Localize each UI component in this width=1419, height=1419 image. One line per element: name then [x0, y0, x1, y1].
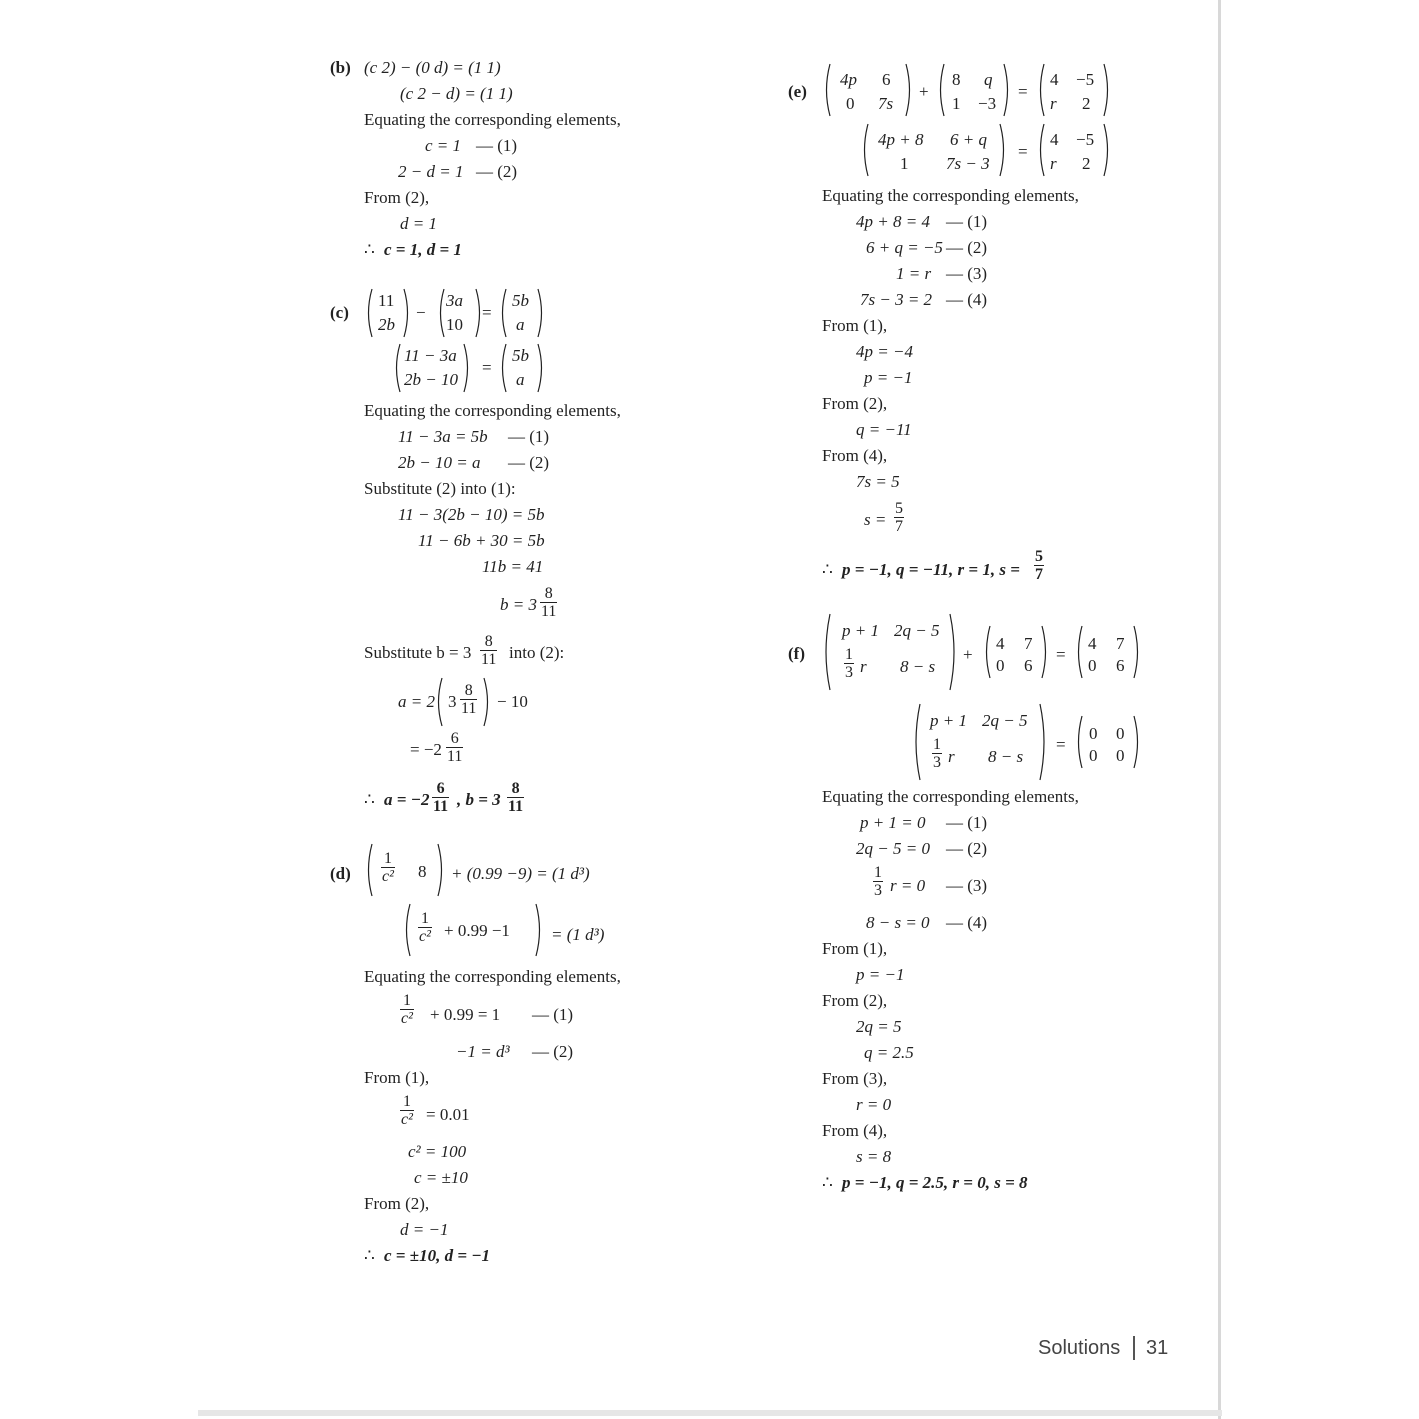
e-m1-a: 4p: [840, 70, 857, 89]
f-m5-c: 0: [1089, 746, 1098, 765]
c-frac-8-11: [540, 585, 557, 620]
f-m4-d: 8 − s: [988, 747, 1024, 766]
denominator: c²: [419, 928, 431, 945]
f-from-1: From (1),: [822, 939, 888, 958]
denominator: 11: [481, 651, 497, 668]
e-equating: Equating the corresponding elements,: [822, 186, 1079, 205]
b-eq-1: c = 1: [425, 136, 462, 155]
e-plus: +: [919, 82, 929, 101]
c-answer-b: , b = 3: [457, 790, 501, 809]
e-m3-d: 2: [1082, 94, 1091, 113]
b-equating: Equating the corresponding elements,: [364, 110, 621, 129]
e-matrix-row-1: [822, 62, 1114, 118]
d-frac-1-c2-b: [418, 910, 432, 945]
e-s-pre: s =: [864, 510, 887, 529]
numerator: 1: [845, 646, 853, 663]
denominator: 3: [933, 754, 941, 771]
d-eq-2: −1 = d³: [456, 1042, 510, 1061]
numerator: 1: [874, 864, 882, 881]
e-m5-a: 4: [1050, 130, 1059, 149]
numerator: 1: [402, 992, 411, 1009]
page-number: 31: [1146, 1337, 1169, 1359]
d-r3: c = ±10: [414, 1168, 468, 1187]
c-answer-a: a = −2: [384, 790, 430, 809]
f-m3-a: 4: [1088, 634, 1097, 653]
f-tag-1: — (1): [946, 813, 988, 832]
c-subst-b-post: into (2):: [509, 643, 565, 662]
numerator: 6: [436, 780, 445, 797]
d-line-2-mid: + 0.99 −1: [444, 921, 510, 940]
b-answer: c = 1, d = 1: [384, 240, 462, 259]
e-eq-2: 6 + q = −5: [866, 238, 943, 257]
d-m1-second: 8: [418, 862, 427, 881]
f-eq-4: 8 − s = 0: [866, 913, 930, 932]
f-plus: +: [963, 645, 973, 664]
f-r4: r = 0: [856, 1095, 892, 1114]
f-frac-1-3-b: [932, 736, 942, 771]
c-equals: =: [482, 303, 492, 322]
e-m2-d: −3: [978, 94, 997, 113]
c-subst-b-pre: Substitute b = 3: [364, 643, 472, 662]
f-from-3: From (3),: [822, 1069, 888, 1088]
denominator: c²: [401, 1010, 413, 1027]
f-answer: p = −1, q = 2.5, r = 0, s = 8: [842, 1173, 1028, 1192]
c-eq-1: 11 − 3a = 5b: [398, 427, 488, 446]
c-a-line-post: − 10: [497, 692, 528, 711]
e-r4: 7s = 5: [856, 472, 900, 491]
denominator: c²: [401, 1111, 413, 1128]
f-r2: 2q = 5: [856, 1017, 902, 1036]
f-frac-eq3: [873, 864, 883, 899]
c-step-1: 11 − 3(2b − 10) = 5b: [398, 505, 545, 524]
numerator: 5: [1035, 548, 1043, 565]
d-eq-1-post: + 0.99 = 1: [430, 1005, 501, 1024]
f-r5: s = 8: [856, 1147, 892, 1166]
c-equating: Equating the corresponding elements,: [364, 401, 621, 420]
e-m5-c: r: [1050, 154, 1057, 173]
part-c-label: (c): [330, 303, 349, 322]
e-m3-c: r: [1050, 94, 1057, 113]
b-line-1: (c 2) − (0 d) = (1 1): [364, 58, 501, 77]
denominator: 7: [895, 518, 903, 535]
e-m3-a: 4: [1050, 70, 1059, 89]
part-e-label: (e): [788, 82, 807, 101]
therefore-symbol: ∴: [364, 1246, 375, 1265]
denominator: 11: [447, 748, 463, 765]
d-answer: c = ±10, d = −1: [384, 1246, 491, 1265]
c-m5-bottom: a: [516, 370, 525, 389]
c-tag-2: — (2): [508, 453, 550, 472]
b-line-2: (c 2 − d) = (1 1): [400, 84, 513, 103]
e-m5-b: −5: [1076, 130, 1095, 149]
c-a-line-inner: 3: [448, 692, 457, 711]
f-m4-b: 2q − 5: [982, 711, 1028, 730]
e-equals-2: =: [1018, 142, 1028, 161]
page-edge: [1218, 0, 1221, 1419]
denominator: 11: [433, 798, 449, 815]
f-equating: Equating the corresponding elements,: [822, 787, 1079, 806]
e-m2-a: 8: [952, 70, 961, 89]
denominator: 3: [874, 882, 882, 899]
e-m4-a: 4p + 8: [878, 130, 924, 149]
c-m3-top: 5b: [512, 291, 529, 310]
therefore-symbol: ∴: [822, 560, 833, 579]
d-r1-post: = 0.01: [426, 1105, 470, 1124]
footer-divider: [1133, 1336, 1135, 1360]
b-tag-2: — (2): [476, 162, 518, 181]
f-m3-d: 6: [1116, 656, 1125, 675]
f-frac-1-3: [844, 646, 854, 681]
e-m4-b: 6 + q: [950, 130, 987, 149]
d-r2: c² = 100: [408, 1142, 467, 1161]
f-r3: q = 2.5: [864, 1043, 914, 1062]
c-step-2: 11 − 6b + 30 = 5b: [418, 531, 545, 550]
numerator: 1: [933, 736, 941, 753]
e-m1-c: 0: [846, 94, 855, 113]
c-m4-bottom: 2b − 10: [404, 370, 458, 389]
b-from-2: From (2),: [364, 188, 430, 207]
c-step-3: 11b = 41: [482, 557, 544, 576]
c-frac-8-11-b: [480, 633, 497, 668]
e-answer: p = −1, q = −11, r = 1, s =: [842, 560, 1020, 579]
c-m1-bottom: 2b: [378, 315, 395, 334]
denominator: c²: [382, 868, 394, 885]
e-m4-d: 7s − 3: [946, 154, 990, 173]
numerator: 8: [464, 682, 473, 699]
f-m4-a: p + 1: [930, 711, 967, 730]
e-eq-3: 1 = r: [896, 264, 932, 283]
d-tag-2: — (2): [532, 1042, 574, 1061]
part-f-label: (f): [788, 644, 805, 663]
f-m3-b: 7: [1116, 634, 1125, 653]
denominator: 11: [508, 798, 524, 815]
e-tag-1: — (1): [946, 212, 988, 231]
f-from-2: From (2),: [822, 991, 888, 1010]
e-answer-frac: [1034, 548, 1044, 583]
d-matrix-row-1: [364, 842, 448, 898]
therefore-symbol: ∴: [364, 240, 375, 259]
denominator: 11: [461, 700, 477, 717]
f-m2-d: 6: [1024, 656, 1033, 675]
c-m1-top: 11: [378, 291, 395, 310]
numerator: 8: [544, 585, 553, 602]
d-line-1-post: + (0.99 −9) = (1 d³): [451, 864, 590, 883]
denominator: 11: [541, 603, 557, 620]
numerator: 6: [450, 730, 459, 747]
e-m3-b: −5: [1076, 70, 1095, 89]
c-equals-2: =: [482, 358, 492, 377]
d-line-2-post: = (1 d³): [551, 925, 605, 944]
e-from-4: From (4),: [822, 446, 888, 465]
f-m1-b: 2q − 5: [894, 621, 940, 640]
denominator: 7: [1035, 566, 1043, 583]
c-eq-2: 2b − 10 = a: [398, 453, 481, 472]
f-m1-d: 8 − s: [900, 657, 936, 676]
e-r1: 4p = −4: [856, 342, 913, 361]
f-m2-c: 0: [996, 656, 1005, 675]
f-m3-c: 0: [1088, 656, 1097, 675]
d-from-1: From (1),: [364, 1068, 430, 1087]
e-tag-3: — (3): [946, 264, 988, 283]
c-answer-frac-b: [507, 780, 524, 815]
e-eq-1: 4p + 8 = 4: [856, 212, 930, 231]
c-m5-top: 5b: [512, 346, 529, 365]
f-tag-2: — (2): [946, 839, 988, 858]
e-m1-b: 6: [882, 70, 891, 89]
f-equals: =: [1056, 645, 1066, 664]
e-m1-d: 7s: [878, 94, 894, 113]
c-minus: −: [416, 303, 426, 322]
c-subst: Substitute (2) into (1):: [364, 479, 516, 498]
c-frac-8-11-c: [460, 682, 477, 717]
footer-section: Solutions: [1038, 1337, 1121, 1359]
e-m2-b: q: [984, 70, 993, 89]
c-m2-bottom: 10: [446, 315, 463, 334]
c-m4-top: 11 − 3a: [404, 346, 457, 365]
f-eq-3-post: r = 0: [890, 876, 926, 895]
numerator: 1: [383, 850, 392, 867]
numerator: 5: [895, 500, 903, 517]
c-tag-1: — (1): [508, 427, 550, 446]
part-d-label: (d): [330, 864, 351, 883]
f-m5-b: 0: [1116, 724, 1125, 743]
e-m4-c: 1: [900, 154, 909, 173]
d-from-2: From (2),: [364, 1194, 430, 1213]
c-step-4: b = 3: [500, 595, 537, 614]
d-equating: Equating the corresponding elements,: [364, 967, 621, 986]
numerator: 1: [402, 1093, 411, 1110]
f-m5-d: 0: [1116, 746, 1125, 765]
f-tag-3: — (3): [946, 876, 988, 895]
d-d-result: d = −1: [400, 1220, 449, 1239]
denominator: 3: [845, 664, 853, 681]
c-a-result-pre: = −2: [410, 740, 442, 759]
e-m2-c: 1: [952, 94, 961, 113]
d-tag-1: — (1): [532, 1005, 574, 1024]
numerator: 8: [484, 633, 493, 650]
f-m1-a: p + 1: [842, 621, 879, 640]
f-m2-a: 4: [996, 634, 1005, 653]
b-tag-1: — (1): [476, 136, 518, 155]
c-a-line-pre: a = 2: [398, 692, 435, 711]
c-m2-top: 3a: [446, 291, 463, 310]
f-m5-a: 0: [1089, 724, 1098, 743]
f-equals-2: =: [1056, 735, 1066, 754]
c-m3-bottom: a: [516, 315, 525, 334]
page-edge-bottom: [198, 1410, 1222, 1416]
e-tag-4: — (4): [946, 290, 988, 309]
b-d-result: d = 1: [400, 214, 437, 233]
e-frac-5-7: [894, 500, 904, 535]
f-m1-c: r: [860, 657, 867, 676]
f-m4-c: r: [948, 747, 955, 766]
e-r3: q = −11: [856, 420, 912, 439]
therefore-symbol: ∴: [822, 1173, 833, 1192]
numerator: 8: [511, 780, 520, 797]
d-frac-r1: [400, 1093, 414, 1128]
e-m5-d: 2: [1082, 154, 1091, 173]
e-eq-4: 7s − 3 = 2: [860, 290, 933, 309]
e-tag-2: — (2): [946, 238, 988, 257]
f-eq-2: 2q − 5 = 0: [856, 839, 930, 858]
numerator: 1: [420, 910, 429, 927]
part-b-label: (b): [330, 58, 351, 77]
f-eq-1: p + 1 = 0: [860, 813, 926, 832]
e-equals: =: [1018, 82, 1028, 101]
e-from-2: From (2),: [822, 394, 888, 413]
f-m2-b: 7: [1024, 634, 1033, 653]
f-r1: p = −1: [856, 965, 905, 984]
c-frac-6-11: [446, 730, 463, 765]
f-from-4: From (4),: [822, 1121, 888, 1140]
d-frac-1-c2: [381, 850, 395, 885]
therefore-symbol: ∴: [364, 790, 375, 809]
f-tag-4: — (4): [946, 913, 988, 932]
d-frac-eq1: [400, 992, 414, 1027]
e-r2: p = −1: [864, 368, 913, 387]
e-from-1: From (1),: [822, 316, 888, 335]
c-answer-frac-a: [432, 780, 449, 815]
b-eq-2: 2 − d = 1: [398, 162, 464, 181]
